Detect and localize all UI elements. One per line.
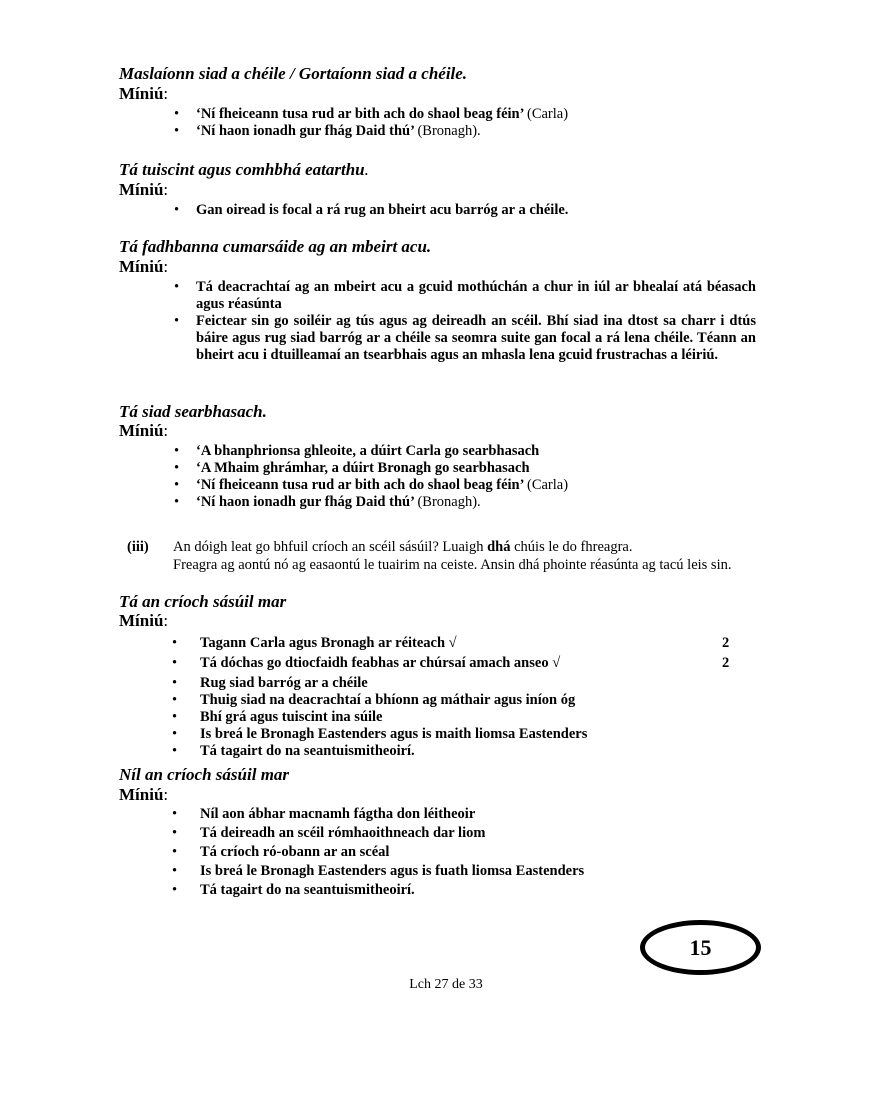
mark-value: 2	[722, 655, 730, 671]
list-item: • Tá deireadh an scéil rómhaoithneach dar liom	[172, 825, 584, 842]
list-item: • Is breá le Bronagh Eastenders agus is fuath liomsa Eastenders	[172, 863, 584, 880]
miniu-label: Míniú:	[119, 611, 169, 630]
miniu-label: Míniú:	[119, 257, 169, 276]
answer-heading-no: Níl an críoch sásúil mar	[119, 765, 290, 784]
list-item: • Tá tagairt do na seantuismitheoirí.	[172, 882, 584, 899]
list-item: • Tá tagairt do na seantuismitheoirí.	[172, 743, 762, 760]
question-text: An dóigh leat go bhfuil críoch an scéil sásúil? Luaigh dhá chúis le do fhreagra. Freagra ag aontú nó ag easaontú le tuairim na ceiste. Ansin dhá phointe réasúnta ag tacú leis sin.	[173, 539, 732, 573]
list-item: • Rug siad barróg ar a chéile	[172, 675, 762, 692]
list-item: • Níl aon ábhar macnamh fágtha don léitheoir	[172, 806, 584, 823]
list-item: • ‘Ní haon ionadh gur fhág Daid thú’ (Bronagh).	[174, 494, 568, 511]
list-item: • Gan oiread is focal a rá rug an bheirt acu barróg ar a chéile.	[174, 202, 568, 219]
section-heading: Tá fadhbanna cumarsáide ag an mbeirt acu.	[119, 237, 432, 256]
bullet-list	[174, 443, 568, 511]
answer-heading-yes: Tá an críoch sásúil mar	[119, 592, 287, 611]
score-badge	[640, 920, 761, 975]
list-item: • Tá dóchas go dtiocfaidh feabhas ar chúrsaí amach anseo √ 2	[172, 655, 762, 672]
score-value: 15	[689, 934, 712, 960]
bullet-list	[174, 279, 756, 364]
list-item: • Tagann Carla agus Bronagh ar réiteach √ 2	[172, 635, 762, 652]
list-item: • Tá deacrachtaí ag an mbeirt acu a gcuid mothúchán a chur in iúl ar bhealaí atá béasach agus réasúnta	[174, 279, 756, 313]
mark-value: 2	[722, 635, 730, 651]
section-heading: Maslaíonn siad a chéile / Gortaíonn siad a chéile.	[119, 64, 468, 83]
list-item: • Bhí grá agus tuiscint ina súile	[172, 709, 762, 726]
miniu-label: Míniú:	[119, 421, 169, 440]
miniu-label: Míniú:	[119, 84, 169, 103]
list-item: • ‘A bhanphrionsa ghleoite, a dúirt Carla go searbhasach	[174, 443, 568, 460]
list-item: • ‘Ní haon ionadh gur fhág Daid thú’ (Bronagh).	[174, 123, 568, 140]
page-footer: Lch 27 de 33	[409, 977, 483, 988]
bullet-list	[174, 202, 568, 219]
bullet-list	[172, 635, 762, 760]
question-number: (iii)	[127, 539, 149, 555]
list-item: • Is breá le Bronagh Eastenders agus is maith liomsa Eastenders	[172, 726, 762, 743]
list-item: • ‘A Mhaim ghrámhar, a dúirt Bronagh go searbhasach	[174, 460, 568, 477]
list-item: • Thuig siad na deacrachtaí a bhíonn ag máthair agus iníon óg	[172, 692, 762, 709]
bullet-list	[172, 806, 584, 899]
list-item: • Feictear sin go soiléir ag tús agus ag deireadh an scéil. Bhí siad ina dtost sa charr i dtús báire agus rug siad barróg ar a chéile sa seomra suite gan focal a rá lena chéile. Téann an bheirt acu i dtuilleamaí an tsearbhais agus an mhasla lena gcuid frustrachas a léiriú.	[174, 313, 756, 364]
list-item: • ‘Ní fheiceann tusa rud ar bith ach do shaol beag féin’ (Carla)	[174, 477, 568, 494]
section-heading: Tá siad searbhasach.	[119, 402, 267, 421]
bullet-list	[174, 106, 568, 140]
section-heading: Tá tuiscint agus comhbhá eatarthu.	[119, 160, 369, 179]
miniu-label: Míniú:	[119, 785, 169, 804]
list-item: • ‘Ní fheiceann tusa rud ar bith ach do shaol beag féin’ (Carla)	[174, 106, 568, 123]
miniu-label: Míniú:	[119, 180, 169, 199]
list-item: • Tá críoch ró-obann ar an scéal	[172, 844, 584, 861]
